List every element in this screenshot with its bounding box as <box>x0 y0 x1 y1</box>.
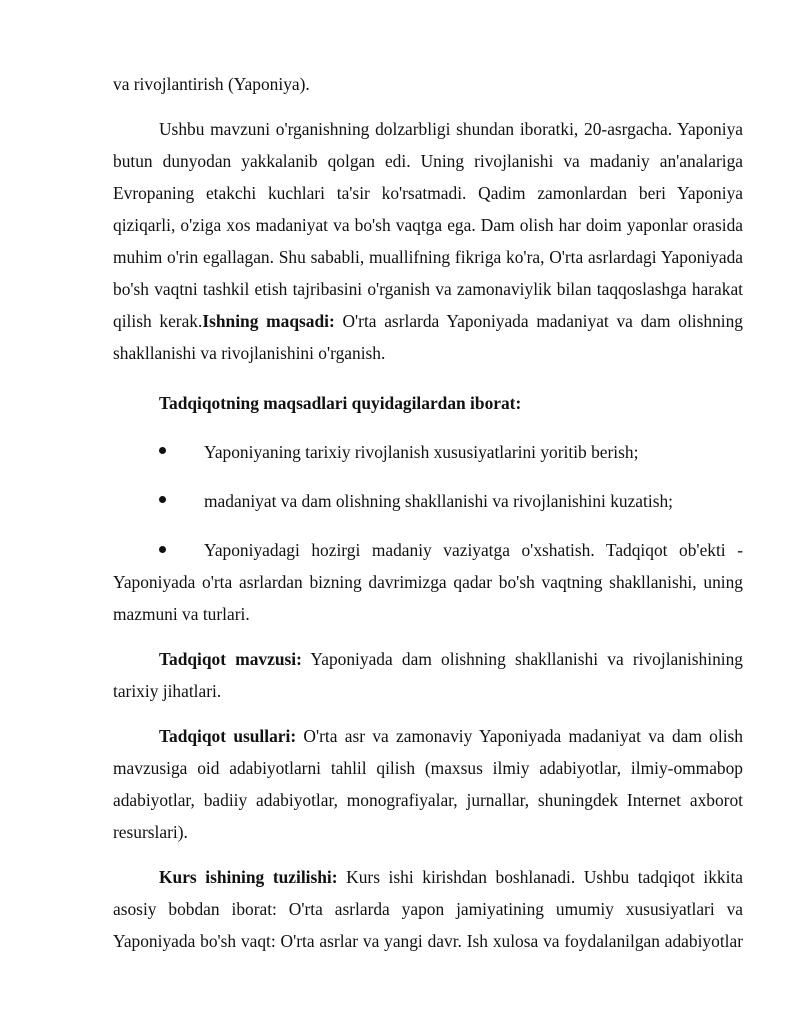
structure-text: Kurs ishi kirishdan boshlanadi. Ushbu tadqiqot ikkita asosiy bobdan iborat: O'rta asrlarda yapon jamiyatining umumiy xususiyatlari va Yaponiyada bo'sh vaqt: O'rta asrlar va yangi davr. Ish xulosa va foydalanilgan adabiyotlar <box>113 867 743 951</box>
relevance-paragraph <box>113 113 743 369</box>
structure-label: Kurs ishining tuzilishi: <box>159 867 338 887</box>
bullet-text: Yaponiyaning tarixiy rivojlanish xususiyatlarini yoritib berish; <box>204 442 639 462</box>
goal-label: Ishning maqsadi: <box>202 311 335 331</box>
bullet-item-2 <box>113 485 743 517</box>
bullet-item-3 <box>113 534 743 630</box>
structure-paragraph <box>113 861 743 957</box>
methods-paragraph <box>113 720 743 848</box>
methods-label: Tadqiqot usullari: <box>159 726 297 746</box>
bullet-icon <box>113 436 204 468</box>
bullet-text: madaniyat va dam olishning shakllanishi va rivojlanishini kuzatish; <box>204 491 673 511</box>
bullet-icon <box>113 485 204 517</box>
bullet-item-1 <box>113 436 743 468</box>
subject-text: Yaponiyada dam olishning shakllanishi va rivojlanishining tarixiy jihatlari. <box>113 649 743 701</box>
bullet-text: Yaponiyadagi hozirgi madaniy vaziyatga o'xshatish. Tadqiqot ob'ekti - Yaponiyada o'rta asrlardan bizning davrimizga qadar bo'sh vaqtning shakllanishi, uning mazmuni va turlari. <box>113 540 743 624</box>
document-page <box>113 68 743 957</box>
intro-line: va rivojlantirish (Yaponiya). <box>113 74 310 94</box>
subject-label: Tadqiqot mavzusi: <box>159 649 302 669</box>
goal-text: O'rta asrlarda Yaponiyada madaniyat va dam olishning shakllanishi va rivojlanishini o'rganish. <box>113 311 743 363</box>
bullet-icon <box>159 546 166 553</box>
methods-text: O'rta asr va zamonaviy Yaponiyada madaniyat va dam olish mavzusiga oid adabiyotlarni tahlil qilish (maxsus ilmiy adabiyotlar, ilmiy-ommabop adabiyotlar, badiiy adabiyotlar, monografiyalar, jurnallar, shuningdek Internet axborot resurslari). <box>113 726 743 842</box>
objectives-heading: Tadqiqotning maqsadlari quyidagilardan iborat: <box>159 393 522 413</box>
subject-paragraph <box>113 643 743 707</box>
objectives-heading-para <box>113 387 743 419</box>
relevance-text: Ushbu mavzuni o'rganishning dolzarbligi shundan iboratki, 20-asrgacha. Yaponiya butun dunyodan yakkalanib qolgan edi. Uning rivojlanishi va madaniy an'analariga Evropaning etakchi kuchlari ta'sir ko'rsatmadi. Qadim zamonlardan beri Yaponiya qiziqarli, o'ziga xos madaniyat va bo'sh vaqtga ega. Dam olish har doim yaponlar orasida muhim o'rin egallagan. Shu sababli, muallifning fikriga ko'ra, O'rta asrlardagi Yaponiyada bo'sh vaqtni tashkil etish tajribasini o'rganish va zamonaviylik bilan taqqoslashga harakat qilish kerak. <box>113 119 743 331</box>
